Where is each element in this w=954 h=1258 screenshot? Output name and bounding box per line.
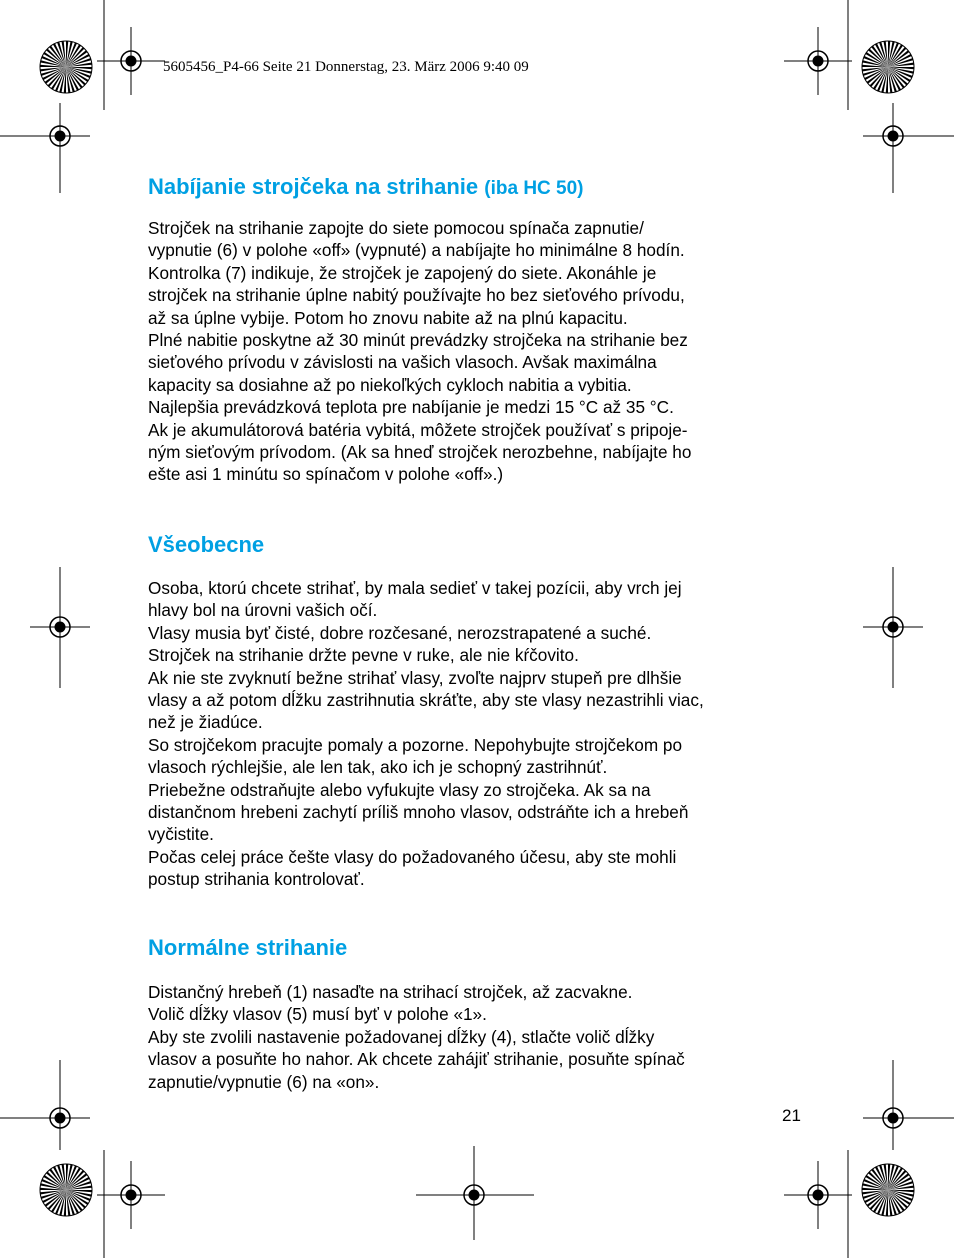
section-heading-normal-cutting xyxy=(148,932,347,964)
text-line: vlasy a až potom dĺžku zastrihnutia skráťte, aby ste vlasy nezastrihli viac, xyxy=(148,690,704,711)
registration-mark-icon xyxy=(863,106,923,166)
text-line: sieťového prívodu v závislosti na vašich vlasoch. Avšak maximálna xyxy=(148,352,657,373)
text-line: vlasoch rýchlejšie, ale len tak, ako ich je schopný zastrihnúť. xyxy=(148,757,608,778)
section-body-general xyxy=(148,577,808,891)
text-line: než je žiadúce. xyxy=(148,712,263,733)
text-line: Vlasy musia byť čisté, dobre rozčesané, nerozstrapatené a suché. xyxy=(148,622,652,643)
registration-mark-icon xyxy=(30,1088,90,1148)
registration-mark-icon xyxy=(450,1171,498,1219)
registration-mark-icon xyxy=(30,106,90,166)
starburst-mark-icon xyxy=(862,41,914,93)
registration-mark-icon xyxy=(863,597,923,657)
text-line: Volič dĺžky vlasov (5) musí byť v polohe «1». xyxy=(148,1004,487,1025)
text-line: Plné nabitie poskytne až 30 minút prevádzky strojčeka na strihanie bez xyxy=(148,330,688,351)
registration-mark-icon xyxy=(97,27,165,95)
text-line: distančnom hrebeni zachytí príliš mnoho vlasov, odstráňte ich a hrebeň xyxy=(148,802,689,823)
text-line: ným sieťovým prívodom. (Ak sa hneď strojček nerozbehne, nabíjajte ho xyxy=(148,442,692,463)
text-line: Strojček na strihanie zapojte do siete pomocou spínača zapnutie/ xyxy=(148,218,644,238)
heading-main: Všeobecne xyxy=(148,532,265,557)
starburst-mark-icon xyxy=(40,1164,92,1216)
text-line: Distančný hrebeň (1) nasaďte na strihací strojček, až zacvakne. xyxy=(148,982,633,1002)
registration-mark-icon xyxy=(784,27,852,95)
text-line: Aby ste zvolili nastavenie požadovanej dĺžky (4), stlačte volič dĺžky xyxy=(148,1026,655,1047)
text-line: strojček na strihanie úplne nabitý používajte ho bez sieťového prívodu, xyxy=(148,285,685,306)
text-line: Osoba, ktorú chcete strihať, by mala sedieť v takej pozícii, aby vrch jej xyxy=(148,578,682,598)
text-line: Najlepšia prevádzková teplota pre nabíjanie je medzi 15 °C až 35 °C. xyxy=(148,397,674,418)
page-number: 21 xyxy=(782,1106,801,1125)
registration-mark-icon xyxy=(97,1161,165,1229)
section-heading-general xyxy=(148,529,264,561)
text-line: Priebežne odstraňujte alebo vyfukujte vlasy zo strojčeka. Ak sa na xyxy=(148,779,651,800)
text-line: kapacity sa dosiahne až po niekoľkých cykloch nabitia a vybitia. xyxy=(148,374,632,395)
starburst-mark-icon xyxy=(862,1164,914,1216)
text-line: Strojček na strihanie držte pevne v ruke, ale nie kŕčovito. xyxy=(148,645,579,666)
section-heading-charging xyxy=(148,171,584,205)
registration-mark-icon xyxy=(784,1161,852,1229)
text-line: vypnutie (6) v polohe «off» (vypnuté) a nabíjajte ho minimálne 8 hodín. xyxy=(148,240,685,261)
heading-suffix: (iba HC 50) xyxy=(484,178,584,199)
section-body-charging xyxy=(148,217,808,486)
text-line: Ak je akumulátorová batéria vybitá, môžete strojček používať s pripoje- xyxy=(148,419,688,440)
text-line: až sa úplne vybije. Potom ho znovu nabite až na plnú kapacitu. xyxy=(148,307,628,328)
text-line: vyčistite. xyxy=(148,824,214,845)
text-line: So strojčekom pracujte pomaly a pozorne. Nepohybujte strojčekom po xyxy=(148,734,683,755)
heading-main: Normálne strihanie xyxy=(148,935,348,960)
text-line: Ak nie ste zvyknutí bežne strihať vlasy, zvoľte najprv stupeň pre dlhšie xyxy=(148,667,682,688)
text-line: postup strihania kontrolovať. xyxy=(148,869,365,890)
section-body-normal-cutting xyxy=(148,981,808,1093)
registration-mark-icon xyxy=(30,597,90,657)
print-slug: 5605456_P4-66 Seite 21 Donnerstag, 23. März 2006 9:40 09 xyxy=(163,59,529,75)
registration-mark-icon xyxy=(863,1088,923,1148)
starburst-mark-icon xyxy=(40,41,92,93)
text-line: vlasov a posuňte ho nahor. Ak chcete zahájiť strihanie, posuňte spínač xyxy=(148,1049,685,1070)
text-line: zapnutie/vypnutie (6) na «on». xyxy=(148,1071,380,1092)
text-line: ešte asi 1 minútu so spínačom v polohe «off».) xyxy=(148,464,504,485)
heading-main: Nabíjanie strojčeka na strihanie xyxy=(148,174,479,199)
text-line: Počas celej práce češte vlasy do požadovaného účesu, aby ste mohli xyxy=(148,846,677,867)
text-line: hlavy bol na úrovni vašich očí. xyxy=(148,600,378,621)
text-line: Kontrolka (7) indikuje, že strojček je zapojený do siete. Akonáhle je xyxy=(148,262,657,283)
